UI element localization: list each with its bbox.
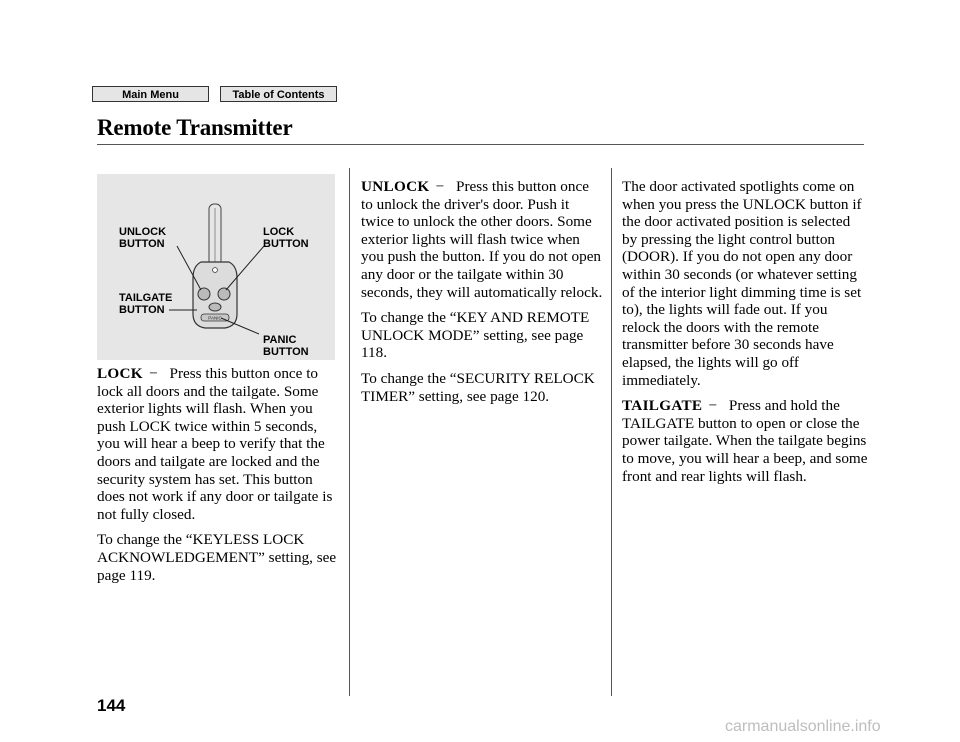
remote-transmitter-illustration <box>97 174 335 360</box>
security-relock-paragraph: To change the “SECURITY RELOCK TIMER” setting, see page 120. <box>361 369 595 405</box>
watermark: carmanualsonline.info <box>725 718 881 735</box>
column-1 <box>97 365 337 592</box>
unlock-paragraph <box>361 178 603 301</box>
panic-key-label: PANIC <box>208 315 222 321</box>
key-remote-paragraph: To change the “KEY AND REMOTE UNLOCK MODE” setting, see page 118. <box>361 309 590 362</box>
column-divider-1 <box>349 168 350 696</box>
unlock-text: Press this button once to unlock the driver's door. Push it twice to unlock the other doors. Some exterior lights will flash twice when you push the button. If you do not open any door or the tailgate within 30 seconds, they will automatically relock. <box>361 178 603 301</box>
key-fob-drawing <box>97 174 335 360</box>
dash: − <box>148 365 158 382</box>
tailgate-button-label: TAILGATE BUTTON <box>119 292 173 316</box>
spotlights-paragraph: The door activated spotlights come on when you press the UNLOCK button if the door activated position is selected by pressing the light control button (DOOR). If you do not open any door within 30 seconds (or whatever setting of the interior light dimming time is set to), the lights will fade out. If you relock the doors with the remote transmitter before 30 seconds have elapsed, the lights will go off immediately. <box>622 178 862 389</box>
table-of-contents-button[interactable]: Table of Contents <box>220 86 337 102</box>
dash: − <box>435 178 445 195</box>
page-title: Remote Transmitter <box>97 115 293 140</box>
unlock-heading: UNLOCK <box>361 178 430 195</box>
page-number: 144 <box>97 696 126 715</box>
column-2 <box>361 178 603 413</box>
column-divider-2 <box>611 168 612 696</box>
tailgate-paragraph <box>622 397 868 485</box>
lock-text: Press this button once to lock all doors and the tailgate. Some exterior lights will flash. When you push LOCK twice within 5 seconds, you will hear a beep to verify that the doors and tailgate are locked and the security system has set. This button does not work if any door or tailgate is not fully closed. <box>97 365 333 523</box>
title-divider <box>97 144 864 145</box>
lock-button-label: LOCK BUTTON <box>263 226 309 250</box>
tailgate-text: Press and hold the TAILGATE button to open or close the power tailgate. When the tailgate begins to move, you will hear a beep, and some front and rear lights will flash. <box>622 397 868 485</box>
dash: − <box>708 397 717 415</box>
lock-paragraph <box>97 365 337 523</box>
keyless-lock-paragraph: To change the “KEYLESS LOCK ACKNOWLEDGEMENT” setting, see page 119. <box>97 531 337 584</box>
column-3 <box>622 178 868 493</box>
panic-button-label: PANIC BUTTON <box>263 334 309 358</box>
unlock-button-label: UNLOCK BUTTON <box>119 226 167 250</box>
main-menu-button[interactable]: Main Menu <box>92 86 209 102</box>
lock-heading: LOCK <box>97 365 143 382</box>
tailgate-heading: TAILGATE <box>622 397 703 415</box>
